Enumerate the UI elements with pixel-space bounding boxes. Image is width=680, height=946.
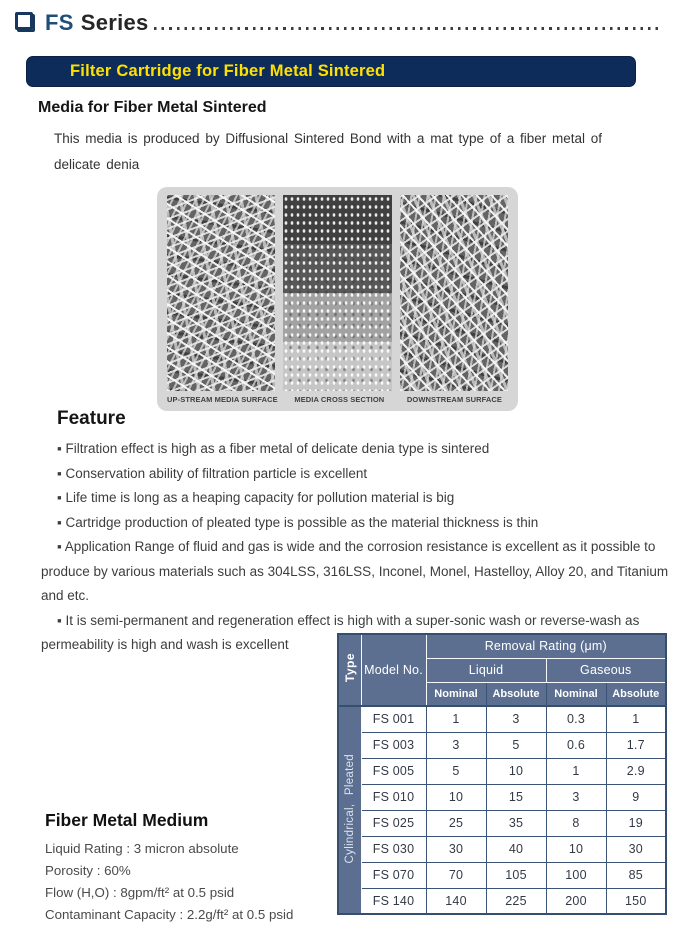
media-micrograph-figure <box>157 187 518 411</box>
spec-liquid-rating: Liquid Rating : 3 micron absolute <box>45 841 239 856</box>
table-row <box>338 836 666 862</box>
table-row <box>338 758 666 784</box>
dotted-leader <box>154 27 662 30</box>
value-cell: 9 <box>606 784 666 810</box>
value-cell: 1 <box>606 706 666 732</box>
value-cell: 0.6 <box>546 732 606 758</box>
table-row <box>338 888 666 914</box>
table-row <box>338 810 666 836</box>
value-cell: 30 <box>426 836 486 862</box>
value-cell: 30 <box>606 836 666 862</box>
caption-cross-section: MEDIA CROSS SECTION <box>294 395 385 404</box>
liquid-absolute-header-cell: Absolute <box>486 682 546 706</box>
table-row <box>338 862 666 888</box>
series-title-fs: FS <box>45 10 74 35</box>
model-cell: FS 001 <box>361 706 426 732</box>
model-cell: FS 030 <box>361 836 426 862</box>
value-cell: 3 <box>546 784 606 810</box>
value-cell: 5 <box>426 758 486 784</box>
upstream-media-surface-image <box>167 195 275 391</box>
feature-bullet: ▪ Application Range of fluid and gas is wide and the corrosion resistance is excellent as it possible to produce by various materials such as 304LSS, 316LSS, Inconel, Monel, Hastelloy, Alloy 20, and Titanium and etc. <box>41 539 669 603</box>
value-cell: 15 <box>486 784 546 810</box>
type-header-cell <box>338 634 361 706</box>
value-cell: 1 <box>426 706 486 732</box>
model-cell: FS 025 <box>361 810 426 836</box>
spec-contaminant-capacity: Contaminant Capacity : 2.2g/ft² at 0.5 psid <box>45 907 294 922</box>
value-cell: 35 <box>486 810 546 836</box>
media-cross-section-image <box>283 195 391 391</box>
gaseous-header-cell: Gaseous <box>546 658 666 682</box>
value-cell: 200 <box>546 888 606 914</box>
table-head <box>338 634 666 706</box>
removal-rating-table-wrap <box>337 633 667 915</box>
gaseous-absolute-header-cell: Absolute <box>606 682 666 706</box>
value-cell: 25 <box>426 810 486 836</box>
checkbox-icon <box>15 12 33 30</box>
value-cell: 140 <box>426 888 486 914</box>
media-description: This media is produced by Diffusional Sintered Bond with a mat type of a fiber metal of delicate denia <box>54 131 603 172</box>
value-cell: 150 <box>606 888 666 914</box>
value-cell: 8 <box>546 810 606 836</box>
value-cell: 10 <box>426 784 486 810</box>
value-cell: 19 <box>606 810 666 836</box>
downstream-surface-image <box>400 195 508 391</box>
series-title-series: Series <box>80 10 149 35</box>
model-cell: FS 140 <box>361 888 426 914</box>
value-cell: 85 <box>606 862 666 888</box>
spec-porosity: Porosity : 60% <box>45 863 131 878</box>
value-cell: 1 <box>546 758 606 784</box>
table-row <box>338 732 666 758</box>
value-cell: 10 <box>546 836 606 862</box>
liquid-nominal-header-cell: Nominal <box>426 682 486 706</box>
model-cell: FS 010 <box>361 784 426 810</box>
removal-rating-header-cell: Removal Rating (μm) <box>426 634 666 658</box>
section-banner <box>26 56 636 87</box>
value-cell: 105 <box>486 862 546 888</box>
value-cell: 40 <box>486 836 546 862</box>
value-cell: 0.3 <box>546 706 606 732</box>
feature-bullet: ▪ Life time is long as a heaping capacity for pollution material is big <box>57 490 455 505</box>
feature-bullet: ▪ Filtration effect is high as a fiber metal of delicate denia type is sintered <box>57 441 490 456</box>
model-cell: FS 005 <box>361 758 426 784</box>
removal-rating-table <box>337 633 667 915</box>
feature-bullet: ▪ It is semi-permanent and regeneration effect is high with a super-sonic wash or reverse-wash as permeability is high and wash is excellent <box>41 612 640 652</box>
fiber-metal-medium-heading: Fiber Metal Medium <box>45 810 209 830</box>
feature-bullet-list <box>41 437 669 658</box>
value-cell: 5 <box>486 732 546 758</box>
caption-downstream: DOWNSTREAM SURFACE <box>406 395 503 404</box>
value-cell: 3 <box>486 706 546 732</box>
table-body <box>338 706 666 914</box>
fiber-metal-medium-section <box>45 810 345 926</box>
table-row <box>338 784 666 810</box>
feature-heading: Feature <box>57 408 126 429</box>
value-cell: 2.9 <box>606 758 666 784</box>
micrograph-captions <box>167 395 508 404</box>
value-cell: 10 <box>486 758 546 784</box>
model-cell: FS 003 <box>361 732 426 758</box>
value-cell: 70 <box>426 862 486 888</box>
type-value-label: Cylindrical, Pleated <box>343 753 356 864</box>
series-header <box>15 8 662 38</box>
media-section-heading: Media for Fiber Metal Sintered <box>38 99 267 116</box>
value-cell: 225 <box>486 888 546 914</box>
value-cell: 100 <box>546 862 606 888</box>
section-banner-title: Filter Cartridge for Fiber Metal Sintered <box>70 62 386 80</box>
caption-upstream: UP-STREAM MEDIA SURFACE <box>167 395 278 404</box>
model-cell: FS 070 <box>361 862 426 888</box>
table-row <box>338 706 666 732</box>
liquid-header-cell: Liquid <box>426 658 546 682</box>
gaseous-nominal-header-cell: Nominal <box>546 682 606 706</box>
value-cell: 1.7 <box>606 732 666 758</box>
type-header-label: Type <box>342 652 357 683</box>
model-header-cell: Model No. <box>361 634 426 706</box>
value-cell: 3 <box>426 732 486 758</box>
feature-bullet: ▪ Cartridge production of pleated type is possible as the material thickness is thin <box>57 514 539 530</box>
feature-bullet: ▪ Conservation ability of filtration particle is excellent <box>57 465 368 481</box>
spec-flow: Flow (H,O) : 8gpm/ft² at 0.5 psid <box>45 885 235 900</box>
micrograph-panels <box>167 195 508 391</box>
